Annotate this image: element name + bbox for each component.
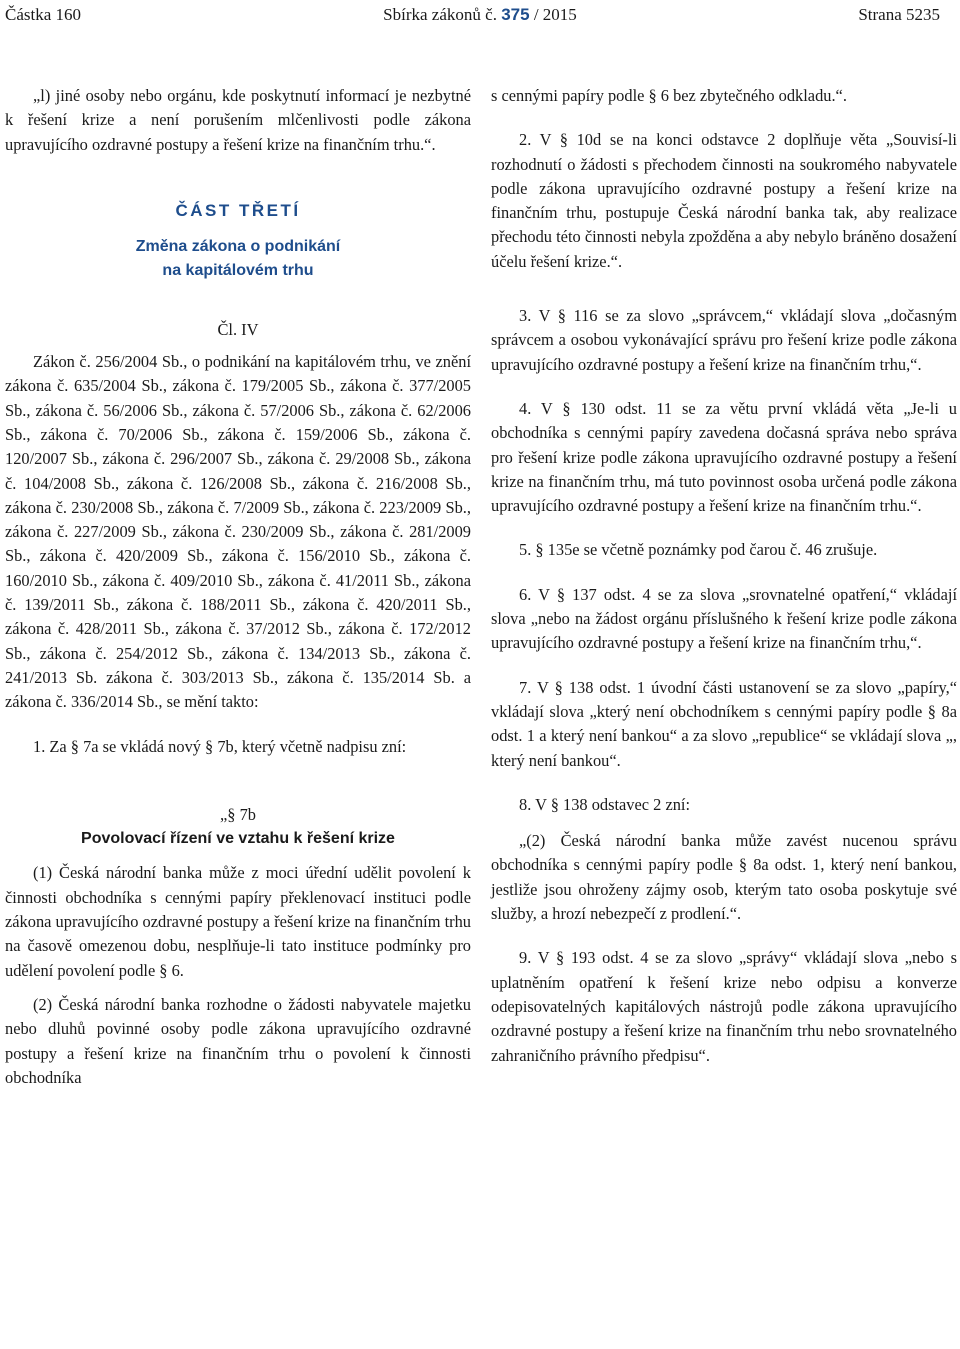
paragraph-1: (1) Česká národní banka může z moci úřední udělit povolení k činnosti obchodníka s cennými papíry překlenovací instituci podle zákona upravujícího ozdravné postupy a řešení krize na finančním trhu na časově omezenou dobu, nesplňuje-li tato instituce podmínky pro udělení povolení podle § 6.: [5, 863, 471, 980]
point-7: 7. V § 138 odst. 1 úvodní části ustanovení se za slovo „papíry,“ vkládají slova „který není obchodníkem s cennými papíry podle § 8a odst. 1 a který není bankou“ a za slovo „republice“ se vkládají slova „, který není bankou“.: [491, 677, 957, 770]
point-4: 4. V § 130 odst. 11 se za větu první vkládá věta „Je-li u obchodníka s cennými papíry zavedena dočasná správa nebo správa pro řešení krize podle zákona upravujícího ozdravné postupy a řešení krize na finančním trhu, má tuto povinnost osoba určená podle zákona upravujícího ozdravné postupy a řešení krize na finančním trhu.“.: [491, 398, 957, 516]
right-column: [491, 84, 957, 1344]
continuation-text: s cennými papíry podle § 6 bez zbytečného odkladu.“.: [491, 86, 847, 105]
collection-number: 375: [501, 5, 530, 24]
part-title: ČÁST TŘETÍ: [175, 200, 301, 220]
point-5: 5. § 135e se včetně poznámky pod čarou č. 46 zrušuje.: [519, 540, 878, 560]
page-header: [0, 0, 960, 34]
section-title: Povolovací řízení ve vztahu k řešení krize: [81, 830, 395, 848]
point-6: 6. V § 137 odst. 4 se za slova „srovnatelné opatření,“ vkládají slova „nebo na žádost orgánu příslušného k řešení krize podle zákona upravujícího ozdravné postupy a řešení krize na finančním trhu,“.: [491, 584, 957, 653]
paragraph-2: (2) Česká národní banka rozhodne o žádosti nabyvatele majetku nebo dluhů povinné osoby podle zákona upravujícího ozdravné postupy a řešení krize na finančním trhu o povolení k činnosti obchodníka: [5, 994, 471, 1087]
point-9: 9. V § 193 odst. 4 se za slovo „správy“ vkládají slova „nebo s uplatněním opatření k řešení krize nebo odpisu a konverze odepisovatelných kapitálových nástrojů podle zákona upravujícího ozdravné postupy a řešení krize na finančním trhu nebo srovnatelného zahraničního právního předpisu“.: [491, 948, 957, 1065]
page-number: Strana 5235: [858, 5, 940, 24]
point-8-text: „(2) Česká národní banka může zavést nucenou správu obchodníka s cennými papíry podle § 8a odst. 1, který není bankou, jestliže jsou ohroženy zájmy osob, kterým tato osoba poskytuje své služby, a hrozí nebezpečí z prodlení.“.: [491, 831, 957, 924]
collection-prefix: Sbírka zákonů č.: [383, 5, 497, 24]
article-number: Čl. IV: [217, 319, 259, 339]
point-3: 3. V § 116 se za slovo „správcem,“ vkládají slova „dočasným správcem a osobou vykonávající správu pro řešení krize podle zákona upravujícího ozdravné postupy a řešení krize na finančním trhu,“.: [491, 306, 957, 374]
point-2: 2. V § 10d se na konci odstavce 2 doplňuje věta „Souvisí-li rozhodnutí o žádosti s přechodem činnosti na soukromého nabyvatele podle zákona upravujícího ozdravné postupy a řešení krize na finančním trhu, postupuje Česká národní banka tak, aby realizace přechodu této činnosti nebyla zpožděna a aby nebylo bráněno dosažení účelu řešení krize.“.: [491, 130, 957, 271]
point-8: 8. V § 138 odstavec 2 zní:: [519, 794, 691, 814]
issue-label: Částka 160: [5, 5, 82, 24]
point-1: 1. Za § 7a se vkládá nový § 7b, který včetně nadpisu zní:: [33, 736, 407, 756]
left-column: [5, 84, 471, 1344]
part-subtitle-line2: na kapitálovém trhu: [162, 262, 314, 280]
item-l-text: „l) jiné osoby nebo orgánu, kde poskytnutí informací je nezbytné k řešení krize a není porušením mlčenlivosti podle zákona upravujícího ozdravné postupy a řešení krize na finančním trhu.“.: [5, 86, 471, 154]
part-subtitle-line1: Změna zákona o podnikání: [135, 238, 341, 256]
collection-label: [0, 0, 960, 30]
section-mark: „§ 7b: [220, 804, 256, 824]
article-intro: Zákon č. 256/2004 Sb., o podnikání na kapitálovém trhu, ve znění zákona č. 635/2004 Sb., zákona č. 179/2005 Sb., zákona č. 377/2005 Sb., zákona č. 56/2006 Sb., zákona č. 57/2006 Sb., zákona č. 62/2006 Sb., zákona č. 70/2006 Sb., zákona č. 159/2006 Sb., zákona č. 120/2007 Sb., zákona č. 296/2007 Sb., zákona č. 29/2008 Sb., zákona č. 104/2008 Sb., zákona č. 126/2008 Sb., zákona č. 216/2008 Sb., zákona č. 230/2008 Sb., zákona č. 7/2009 Sb., zákona č. 223/2009 Sb., zákona č. 227/2009 Sb., zákona č. 230/2009 Sb., zákona č. 281/2009 Sb., zákona č. 420/2009 Sb., zákona č. 156/2010 Sb., zákona č. 160/2010 Sb., zákona č. 409/2010 Sb., zákona č. 41/2011 Sb., zákona č. 139/2011 Sb., zákona č. 188/2011 Sb., zákona č. 420/2011 Sb., zákona č. 428/2011 Sb., zákona č. 37/2012 Sb., zákona č. 172/2012 Sb., zákona č. 254/2012 Sb., zákona č. 134/2013 Sb., zákona č. 241/2013 Sb. zákona č. 303/2013 Sb., zákona č. 135/2014 Sb. a zákona č. 336/2014 Sb., se mění takto:: [5, 352, 471, 712]
collection-year: / 2015: [529, 5, 577, 24]
